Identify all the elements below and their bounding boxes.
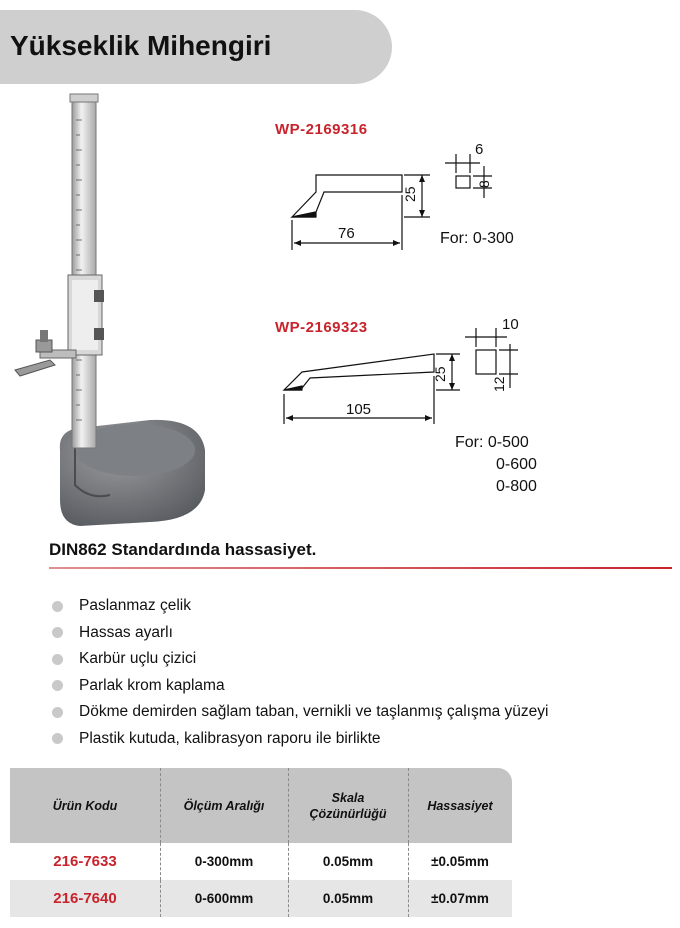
- range-large-2: 0-600: [496, 456, 537, 473]
- list-item: Hassas ayarlı: [52, 620, 549, 647]
- resolution: 0.05mm: [322, 891, 374, 906]
- list-item: Parlak krom kaplama: [52, 673, 549, 700]
- spec-table: [10, 768, 512, 917]
- product-code: 216-7640: [53, 890, 117, 907]
- table-row: [10, 880, 512, 917]
- table-header: [10, 768, 512, 843]
- bullet-icon: [52, 654, 63, 665]
- resolution: 0.05mm: [322, 854, 374, 869]
- header-accuracy: Hassasiyet: [427, 798, 493, 813]
- list-item: Dökme demirden sağlam taban, vernikli ve taşlanmış çalışma yüzeyi: [52, 699, 549, 726]
- drawing-code-large: WP-2169323: [275, 319, 368, 336]
- dim-length-large: 105: [346, 401, 372, 418]
- range-large-3: 0-800: [496, 478, 537, 495]
- scriber-drawing-large: [270, 316, 550, 436]
- list-item: Karbür uçlu çizici: [52, 646, 549, 673]
- bullet-icon: [52, 680, 63, 691]
- dim-tip-height-small: 25: [402, 186, 418, 202]
- table-row: [10, 843, 512, 880]
- feature-list: [52, 593, 549, 752]
- bullet-icon: [52, 627, 63, 638]
- bullet-icon: [52, 601, 63, 612]
- dim-width-large: 10: [502, 316, 519, 333]
- list-item: Plastik kutuda, kalibrasyon raporu ile birlikte: [52, 726, 549, 753]
- header-product-code: Ürün Kodu: [52, 798, 118, 813]
- measuring-range: 0-300mm: [194, 854, 254, 869]
- divider: [49, 567, 672, 569]
- dim-tip-height-large: 25: [432, 366, 448, 382]
- range-small: For: 0-300: [440, 230, 514, 247]
- accuracy: ±0.05mm: [431, 854, 489, 869]
- bullet-icon: [52, 707, 63, 718]
- height-gauge-image: [0, 90, 230, 535]
- standard-heading: DIN862 Standardında hassasiyet.: [49, 540, 317, 559]
- dim-height-large: 12: [491, 376, 507, 392]
- dim-height-small: 8: [476, 180, 492, 188]
- dim-width-small: 6: [475, 141, 484, 158]
- accuracy: ±0.07mm: [431, 891, 489, 906]
- header-range: Ölçüm Aralığı: [183, 798, 265, 813]
- dim-length-small: 76: [338, 225, 355, 242]
- measuring-range: 0-600mm: [194, 891, 254, 906]
- drawing-code-small: WP-2169316: [275, 121, 368, 138]
- list-item: Paslanmaz çelik: [52, 593, 549, 620]
- range-large: For: 0-500: [455, 434, 529, 451]
- bullet-icon: [52, 733, 63, 744]
- page-title: Yükseklik Mihengiri: [10, 30, 272, 61]
- product-code: 216-7633: [53, 853, 117, 870]
- header-resolution: Skala Çözünürlüğü: [309, 790, 387, 821]
